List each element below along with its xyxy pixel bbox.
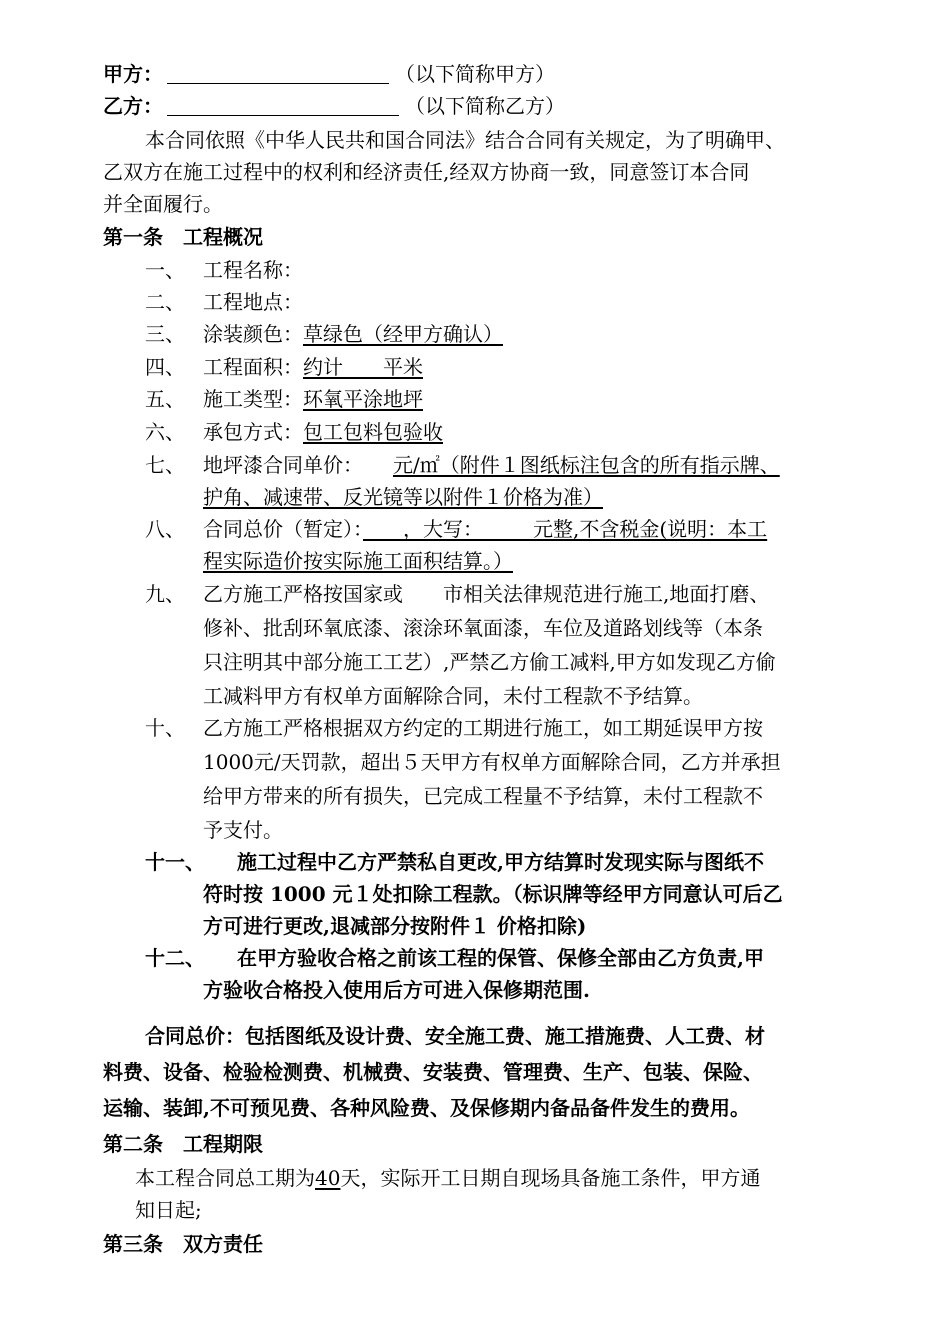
item1-num: 一、 — [145, 258, 185, 282]
item4-value: 约计 平米 — [303, 355, 423, 379]
item5-value: 环氧平涂地坪 — [303, 387, 423, 411]
item3-label: 涂装颜色： — [203, 322, 303, 346]
party-a-note: （以下简称甲方） — [395, 62, 555, 86]
item3-value: 草绿色（经甲方确认） — [303, 322, 503, 346]
item9-line4: 工减料甲方有权单方面解除合同，未付工程款不予结算。 — [203, 684, 703, 708]
item7-line1 — [203, 451, 780, 479]
item2-num: 二、 — [145, 290, 185, 314]
item10-line4: 予支付。 — [203, 818, 283, 842]
article2-line1 — [135, 1164, 760, 1192]
item3-line — [203, 320, 503, 348]
article2-line2: 知日起; — [135, 1198, 202, 1222]
item12-line1: 在甲方验收合格之前该工程的保管、保修全部由乙方负责,甲 — [237, 946, 764, 970]
item7-num: 七、 — [145, 453, 185, 477]
party-a-blank[interactable] — [167, 63, 389, 84]
item12-num: 十二、 — [145, 946, 205, 970]
party-a-line — [103, 60, 555, 88]
party-b-note: （以下简称乙方） — [405, 94, 565, 118]
item9-line3: 只注明其中部分施工工艺）,严禁乙方偷工减料,甲方如发现乙方偷 — [203, 650, 776, 674]
item10-num: 十、 — [145, 716, 185, 740]
item8-label: 合同总价（暂定）： — [203, 517, 363, 541]
party-a-label: 甲方： — [103, 62, 163, 86]
total-line1: 合同总价：包括图纸及设计费、安全施工费、施工措施费、人工费、材 — [145, 1024, 765, 1048]
item11-line1: 施工过程中乙方严禁私自更改,甲方结算时发现实际与图纸不 — [237, 850, 764, 874]
item6-label: 承包方式： — [203, 420, 303, 444]
intro-line-1: 本合同依照《中华人民共和国合同法》结合合同有关规定，为了明确甲、 — [145, 128, 785, 152]
item4-line — [203, 353, 423, 381]
item9-line1: 乙方施工严格按国家或 市相关法律规范进行施工,地面打磨、 — [203, 582, 770, 606]
article3-title: 第三条 双方责任 — [103, 1232, 263, 1256]
item7-value-1: 元/㎡（附件１图纸标注包含的所有指示牌、 — [393, 453, 780, 477]
item1-label: 工程名称： — [203, 258, 303, 282]
item10-line1: 乙方施工严格根据双方约定的工期进行施工，如工期延误甲方按 — [203, 716, 763, 740]
item11-line3: 方可进行更改,退减部分按附件１ 价格扣除) — [203, 914, 587, 938]
article2-pre: 本工程合同总工期为 — [135, 1166, 315, 1190]
item7-value-2: 护角、减速带、反光镜等以附件１价格为准） — [203, 485, 603, 509]
item6-line — [203, 418, 443, 446]
item11-line2: 符时按 1000 元１处扣除工程款。（标识牌等经甲方同意认可后乙 — [203, 882, 783, 906]
item2-label: 工程地点： — [203, 290, 303, 314]
item5-label: 施工类型： — [203, 387, 303, 411]
item8-value-1: ，大写： 元整,不含税金(说明：本工 — [363, 517, 768, 541]
item5-line — [203, 385, 423, 413]
article1-title: 第一条 工程概况 — [103, 225, 263, 249]
total-line3: 运输、装卸,不可预见费、各种风险费、及保修期内备品备件发生的费用。 — [103, 1096, 750, 1120]
item8-value-2: 程实际造价按实际施工面积结算。） — [203, 549, 513, 573]
party-b-line — [103, 92, 565, 120]
item10-line3: 给甲方带来的所有损失，已完成工程量不予结算，未付工程款不 — [203, 784, 763, 808]
item12-line2: 方验收合格投入使用后方可进入保修期范围. — [203, 978, 590, 1002]
item9-num: 九、 — [145, 582, 185, 606]
article2-post: 天，实际开工日期自现场具备施工条件，甲方通 — [340, 1166, 761, 1190]
item5-num: 五、 — [145, 387, 185, 411]
item8-line1 — [203, 515, 767, 543]
item4-label: 工程面积： — [203, 355, 303, 379]
item9-line2: 修补、批刮环氧底漆、滚涂环氧面漆，车位及道路划线等（本条 — [203, 616, 763, 640]
item10-line2: 1000元/天罚款，超出５天甲方有权单方面解除合同，乙方并承担 — [203, 750, 781, 774]
party-b-blank[interactable] — [167, 95, 399, 116]
item4-num: 四、 — [145, 355, 185, 379]
item3-num: 三、 — [145, 322, 185, 346]
total-line2: 料费、设备、检验检测费、机械费、安装费、管理费、生产、包装、保险、 — [103, 1060, 763, 1084]
article2-title: 第二条 工程期限 — [103, 1132, 263, 1156]
article2-days: 40 — [315, 1166, 341, 1190]
item6-num: 六、 — [145, 420, 185, 444]
item11-num: 十一、 — [145, 850, 205, 874]
intro-line-2: 乙双方在施工过程中的权利和经济责任,经双方协商一致，同意签订本合同 — [103, 160, 750, 184]
intro-line-3: 并全面履行。 — [103, 192, 223, 216]
party-b-label: 乙方： — [103, 94, 163, 118]
item6-value: 包工包料包验收 — [303, 420, 443, 444]
item8-num: 八、 — [145, 517, 185, 541]
item7-label: 地坪漆合同单价： — [203, 453, 363, 477]
